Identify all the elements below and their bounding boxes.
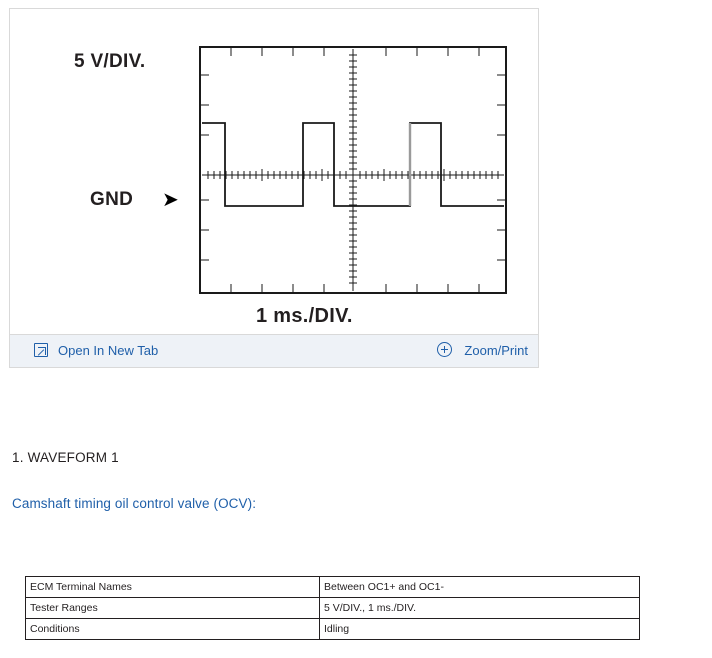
table-row — [26, 577, 640, 598]
spec-label: Conditions — [26, 619, 320, 640]
zoom-print-icon[interactable] — [437, 342, 452, 357]
waveform-heading: 1. WAVEFORM 1 — [12, 450, 119, 465]
ground-label: GND — [90, 189, 134, 210]
open-in-new-tab-link[interactable]: Open In New Tab — [58, 343, 159, 358]
spec-value: Idling — [320, 619, 640, 640]
ground-arrow-icon: ➤ — [162, 189, 179, 211]
table-row — [26, 619, 640, 640]
scope-grid-and-trace — [198, 45, 508, 295]
zoom-print-link[interactable]: Zoom/Print — [464, 343, 528, 358]
ocv-description: Camshaft timing oil control valve (OCV): — [12, 496, 257, 511]
waveform-figure-panel — [9, 8, 539, 368]
figure-toolbar — [10, 334, 538, 367]
oscilloscope-waveform-image — [10, 9, 538, 334]
open-in-new-tab-icon[interactable] — [34, 343, 48, 357]
vertical-scale-label: 5 V/DIV. — [74, 51, 146, 72]
spec-value: 5 V/DIV., 1 ms./DIV. — [320, 598, 640, 619]
spec-label: ECM Terminal Names — [26, 577, 320, 598]
waveform-spec-table — [25, 576, 640, 640]
horizontal-scale-label: 1 ms./DIV. — [256, 305, 353, 327]
table-row — [26, 598, 640, 619]
spec-value: Between OC1+ and OC1- — [320, 577, 640, 598]
spec-label: Tester Ranges — [26, 598, 320, 619]
